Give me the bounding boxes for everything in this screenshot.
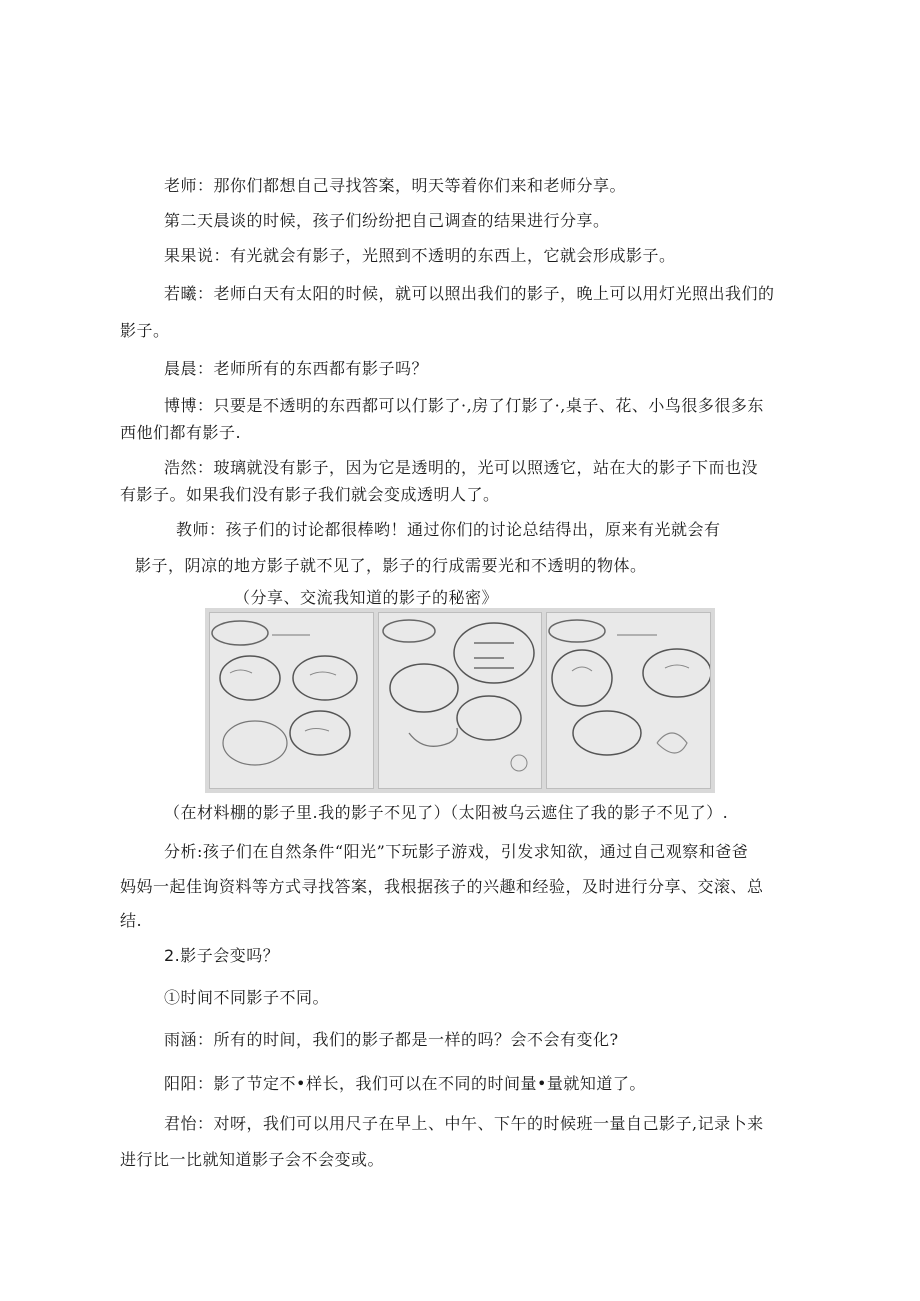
text-line: 晨晨：老师所有的东西都有影子吗？ — [164, 359, 429, 378]
text-line: 影子，阴凉的地方影子就不见了，影子的行成需要光和不透明的物体。 — [135, 556, 647, 575]
text-line: 第二天晨谈的时候，孩子们纷纷把自己调查的结果进行分享。 — [164, 211, 610, 230]
text-line: 老师：那你们都想自己寻找答案，明天等着你们来和老师分享。 — [164, 176, 627, 195]
text-line: 雨涵：所有的时间，我们的影子都是一样的吗？会不会有变化? — [164, 1030, 619, 1049]
text-line: 君怡：对呀，我们可以用尺子在早上、中午、下午的时候班一量自己影子,记录卜来 — [164, 1114, 764, 1133]
worksheet-photo — [378, 612, 543, 789]
text-line: 妈妈一起佳询资料等方式寻找答案，我根据孩子的兴趣和经验，及时进行分享、交滚、总 — [120, 877, 764, 896]
figure-caption: （分享、交流我知道的影子的秘密》 — [234, 588, 499, 607]
text-line: 果果说：有光就会有影子，光照到不透明的东西上，它就会形成影子。 — [164, 246, 676, 265]
text-line: 若曦：老师白天有太阳的时候，就可以照出我们的影子，晚上可以用灯光照出我们的 — [164, 284, 775, 303]
text-line: 教师：孩子们的讨论都很棒哟！通过你们的讨论总结得出，原来有光就会有 — [176, 520, 721, 539]
student-worksheet-photos — [205, 608, 715, 793]
text-line: 结. — [120, 911, 143, 930]
subsection-heading: ①时间不同影子不同。 — [164, 988, 330, 1007]
text-line: 博博：只要是不透明的东西都可以仃影了·,房了仃影了·,桌子、花、小鸟很多很多东 — [164, 396, 764, 415]
text-line: 有影子。如果我们没有影子我们就会变成透明人了。 — [120, 485, 500, 504]
text-line: 影子。 — [120, 321, 170, 340]
text-line: 浩然：玻璃就没有影子，因为它是透明的，光可以照透它，站在大的影子下而也没 — [164, 458, 759, 477]
text-line: 阳阳：影了节定不•样长，我们可以在不同的时间量•量就知道了。 — [164, 1074, 646, 1093]
worksheet-photo — [546, 612, 711, 789]
photo-caption: （在材料棚的影子里.我的影子不见了）（太阳被乌云遮住了我的影子不见了）. — [164, 803, 729, 822]
text-line: 西他们都有影子. — [120, 423, 242, 442]
section-heading: 2.影子会变吗？ — [164, 946, 280, 965]
text-line: 分析:孩子们在自然条件“阳光”下玩影子游戏，引发求知欲，通过自己观察和爸爸 — [164, 842, 749, 861]
worksheet-photo — [209, 612, 374, 789]
text-line: 进行比一比就知道影子会不会变或。 — [120, 1150, 385, 1169]
